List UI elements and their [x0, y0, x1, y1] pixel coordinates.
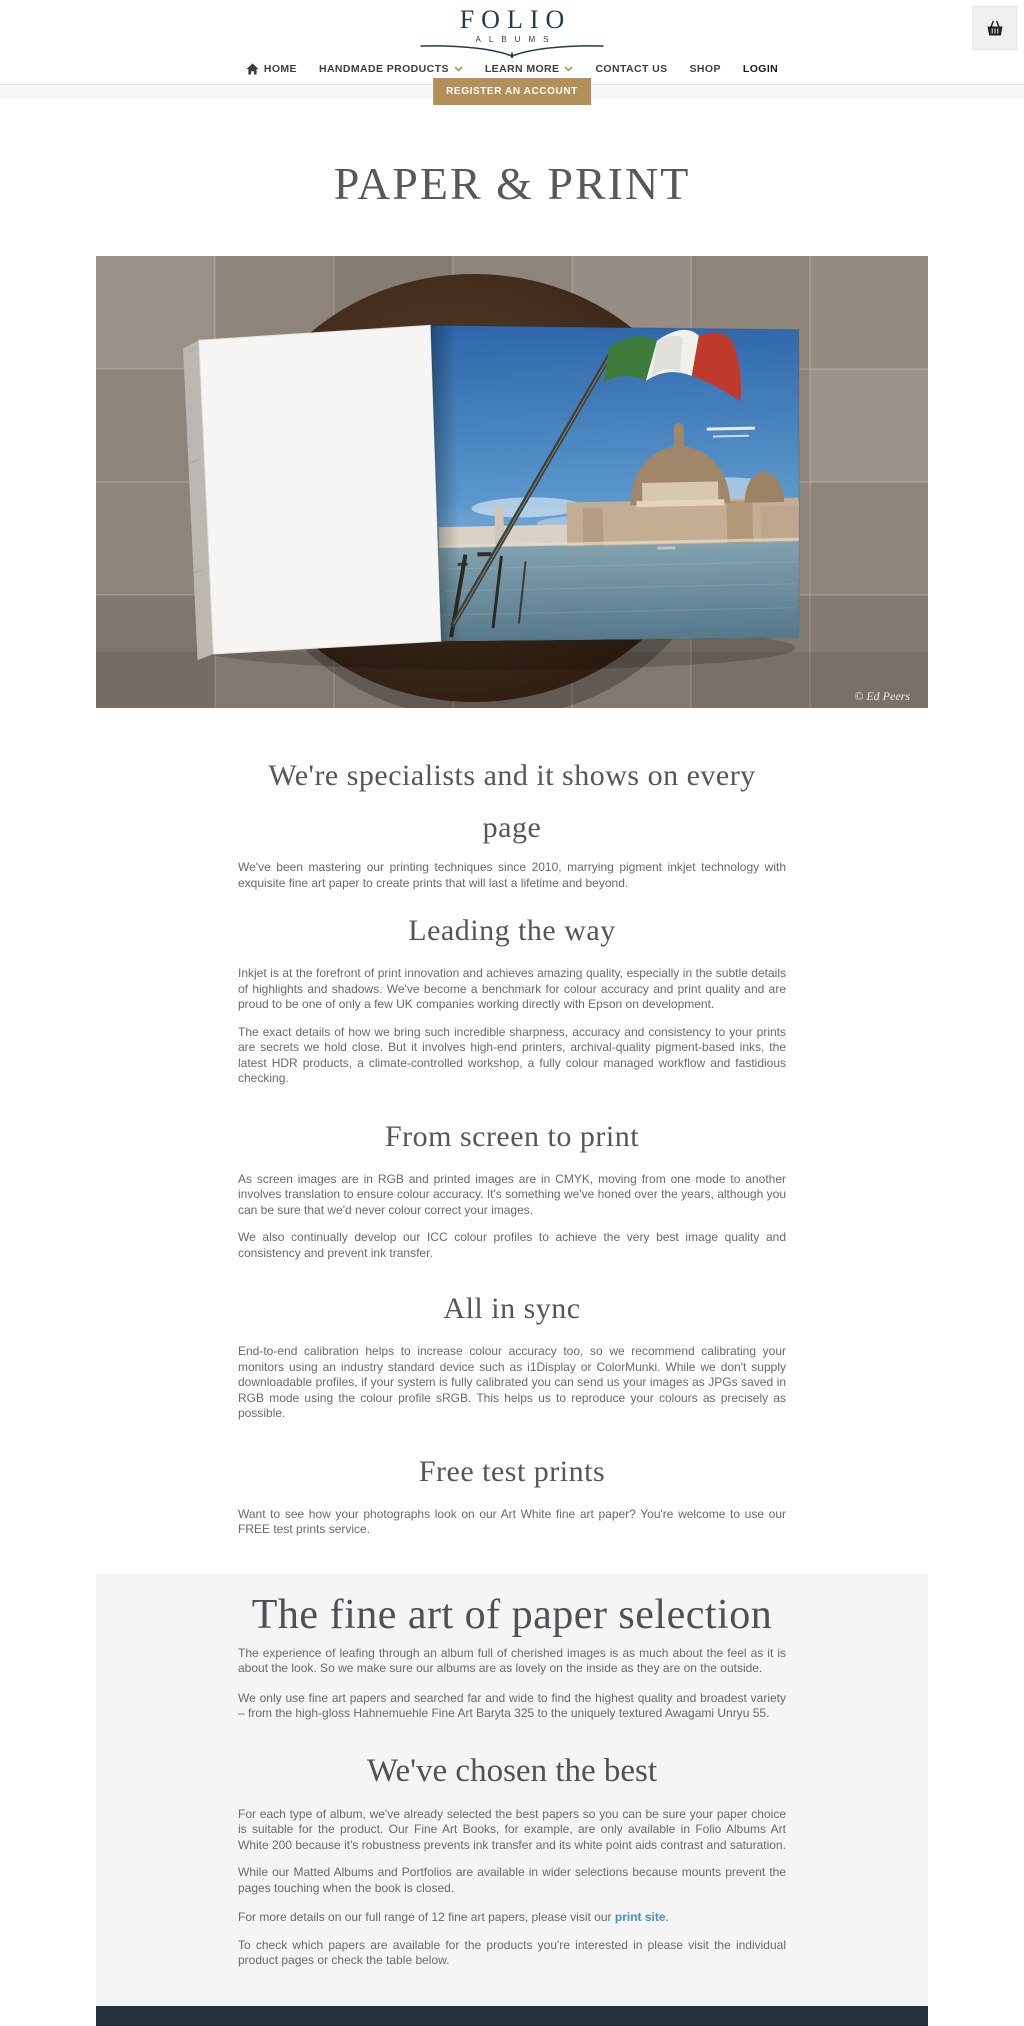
chevron-down-icon [454, 66, 463, 72]
heading-free-test-prints: Free test prints [418, 1454, 606, 1488]
heading-weve-chosen-the-best: We've chosen the best [366, 1752, 658, 1789]
chevron-down-icon [564, 66, 573, 72]
paragraph: As screen images are in RGB and printed images are in CMYK, moving from one mode to another involves translation to ensure colour accuracy. It's something we've honed over the years, although you can be sure that we'd never colour correct your images. [238, 1171, 786, 1217]
nav-handmade-products[interactable] [319, 63, 463, 75]
register-account-button[interactable]: REGISTER AN ACCOUNT [433, 78, 591, 105]
paper-table-header-bar [96, 2006, 928, 2026]
home-icon [246, 63, 259, 75]
photo-credit: © Ed Peers [854, 689, 910, 703]
nav-contact-label: CONTACT US [595, 63, 668, 75]
basket-icon [984, 18, 1006, 38]
main-nav [0, 63, 1024, 75]
heading-specialists: We're specialists and it shows on every page [268, 759, 756, 844]
cart-button[interactable] [972, 6, 1017, 50]
paper-selection-wrap [0, 1574, 1024, 2026]
paragraph: For each type of album, we've already selected the best papers so you can be sure your paper choice is suitable for the product. Our Fine Art Books, for example, are only available in Folio Albums Art White 200 because it's robustness prevents ink transfer and its white point aids contrast and saturation. [238, 1806, 786, 1852]
logo[interactable] [0, 0, 1024, 58]
paragraph: While our Matted Albums and Portfolios are available in wider selections because mounts prevent the pages touching when the book is closed. [238, 1865, 786, 1895]
link-paragraph-after: . [665, 1910, 669, 1924]
site-header [0, 0, 1024, 97]
content-column [238, 708, 786, 1538]
paragraph: We've been mastering our printing techniques since 2010, marrying pigment inkjet technology with exquisite fine art paper to create prints that will last a lifetime and beyond. [238, 860, 786, 890]
heading-leading-the-way: Leading the way [408, 914, 616, 947]
nav-learn-more[interactable] [485, 63, 574, 75]
heading-all-in-sync: All in sync [443, 1292, 581, 1325]
nav-login[interactable] [743, 63, 778, 75]
nav-learn-more-label: LEARN MORE [484, 63, 560, 75]
paragraph: End-to-end calibration helps to increase colour accuracy too, so we recommend calibrating your monitors using an industry standard device such as i1Display or ColorMunki. While we don't supply downloadable profiles, if your system is fully calibrated you can send us your images as JPGs saved in RGB mode using the colour profile sRGB. This helps us to reproduce your colours as precisely as possible. [238, 1344, 786, 1420]
paragraph: The exact details of how we bring such incredible sharpness, accuracy and consistency to your prints are secrets we hold close. But it involves high-end printers, archival-quality pigment-based inks, the latest HDR products, a climate-controlled workshop, a fully colour managed workflow and fastidious checking. [238, 1024, 786, 1085]
link-paragraph-before: For more details on our full range of 12 fine art papers, please visit our [238, 1910, 615, 1924]
paragraph: We only use fine art papers and searched far and wide to find the highest quality and broadest variety – from the high-gloss Hahnemuehle Fine Art Baryta 325 to the uniquely textured Awagami Unryu 55. [238, 1690, 786, 1720]
paper-selection-section [96, 1574, 928, 2026]
paragraph: The experience of leafing through an album full of cherished images is as much about the feel as it is about the look. So we make sure our albums are as lovely on the inside as they are on the outside. [238, 1645, 786, 1675]
logo-title: FOLIO [459, 5, 572, 34]
nav-home-label: HOME [263, 63, 297, 75]
paragraph-with-link [238, 1910, 786, 1926]
heading-fine-art-of-paper-selection: The fine art of paper selection [251, 1591, 773, 1638]
paragraph: We also continually develop our ICC colour profiles to achieve the very best image quality and consistency and prevent ink transfer. [238, 1230, 786, 1260]
paragraph: Inkjet is at the forefront of print innovation and achieves amazing quality, especially in the subtle details of highlights and shadows. We've become a benchmark for colour accuracy and print quality and are proud to be one of only a few UK companies working directly with Epson on development. [238, 966, 786, 1011]
nav-login-label: LOGIN [742, 63, 779, 75]
paragraph: Want to see how your photographs look on our Art White fine art paper? You're welcome to use our FREE test prints service. [238, 1506, 786, 1536]
paragraph: To check which papers are available for the products you're interested in please visit the individual product pages or check the table below. [238, 1937, 786, 1967]
nav-contact-us[interactable] [595, 63, 667, 75]
nav-shop-label: SHOP [689, 63, 721, 75]
nav-handmade-label: HANDMADE PRODUCTS [318, 63, 449, 75]
logo-flourish-icon [417, 44, 607, 58]
nav-shop[interactable] [690, 63, 721, 75]
hero-image-album-on-table [96, 256, 928, 708]
heading-from-screen-to-print: From screen to print [384, 1119, 640, 1153]
page-title: PAPER & PRINT [333, 158, 691, 209]
logo-subtitle: ALBUMS [475, 35, 557, 44]
print-site-link[interactable]: print site [614, 1910, 666, 1924]
nav-home[interactable] [246, 63, 297, 75]
